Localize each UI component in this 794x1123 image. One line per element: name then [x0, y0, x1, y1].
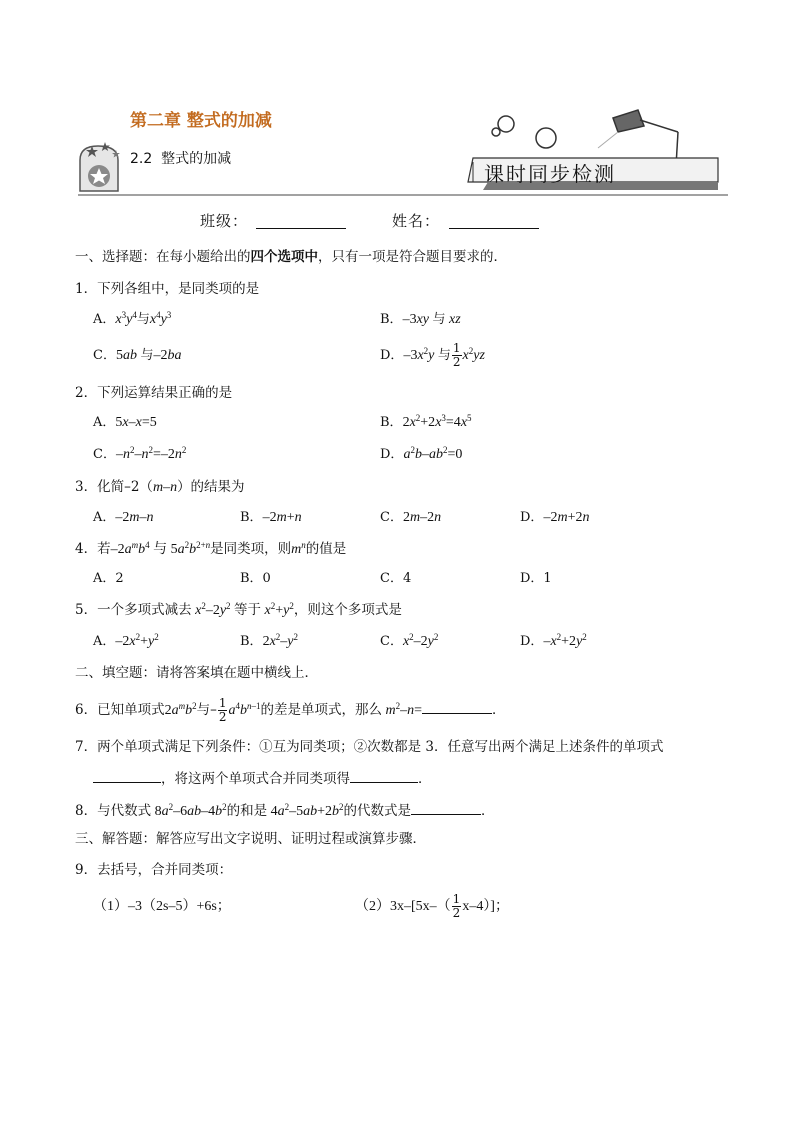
- q9-part2-pre: （2）3x–[5x–（: [355, 899, 451, 914]
- q6-answer-blank[interactable]: [422, 699, 492, 714]
- q7-blank-result[interactable]: [350, 768, 418, 783]
- section1-bold: 四个选项中: [250, 249, 318, 265]
- star-badge-icon: [80, 142, 120, 191]
- q6-stem-mid2: 的差是单项式，那么: [260, 702, 382, 718]
- q6-stem-end: ．: [492, 702, 506, 718]
- q4-option-b[interactable]: B．0: [240, 571, 271, 586]
- q5-stem-post: ，则这个多项式是: [293, 602, 402, 618]
- q1-a-prefix: A．: [93, 312, 116, 327]
- section1-post: ，只有一项是符合题目要求的．: [318, 249, 507, 265]
- q4-option-d[interactable]: D．1: [520, 571, 552, 586]
- q6-stem: 6．已知单项式$2a^mb^2$与– $\frac{1}{2}$ $a^4b^{n-1}$的差是单项式，那么 $m^2-n=$ ．: [75, 696, 506, 724]
- q2-option-a[interactable]: A．5x–x=5: [93, 415, 157, 430]
- q6-stem-mid1: 与–: [196, 702, 217, 718]
- q2-option-d[interactable]: D．$a^2b-ab^2=0$: [380, 445, 463, 462]
- q2-stem: 2．下列运算结果正确的是: [75, 385, 233, 401]
- q1-option-a[interactable]: A．$x^3y^4$与$x^4y^3$: [93, 310, 172, 327]
- q1-option-c[interactable]: C．5ab 与–2ba: [93, 348, 182, 363]
- q1-option-d[interactable]: D．$-3x^2y$ 与 $\frac{1}{2}$ $x^2yz$: [380, 341, 485, 369]
- section-heading-solve: 三、解答题：解答应写出文字说明、证明过程或演算步骤．: [75, 831, 426, 847]
- q6-fraction: $\frac{1}{2}$: [218, 696, 227, 724]
- section-heading-fill: 二、填空题：请将答案填在题中横线上．: [75, 665, 318, 681]
- q1-d-prefix: D．: [380, 348, 404, 363]
- section-name: 整式的加减: [161, 151, 232, 167]
- q9-part2-post: x–4）]；: [462, 899, 509, 914]
- section1-pre: 一、选择题：在每小题给出的: [75, 249, 251, 265]
- q2-option-c[interactable]: C．$-n^2-n^2=-2n^2$: [93, 445, 187, 462]
- q4-stem-post: 的值是: [305, 541, 347, 557]
- q1-c-prefix: C．: [93, 348, 116, 363]
- class-blank[interactable]: [256, 214, 346, 229]
- q4-option-c[interactable]: C．4: [380, 571, 412, 586]
- banner-text: 课时同步检测: [484, 162, 616, 186]
- section-heading-choice: [75, 248, 507, 266]
- q7-line2-end: ．: [418, 771, 432, 787]
- name-blank[interactable]: [449, 214, 539, 229]
- q9-part2: [355, 888, 509, 926]
- q7-line2-mid: ，将这两个单项式合并同类项得: [161, 771, 350, 787]
- q1-option-b[interactable]: B．–3xy 与 xz: [380, 312, 461, 327]
- q1-d-and: 与: [437, 348, 451, 363]
- q3-option-c[interactable]: C．2m–2n: [380, 510, 442, 525]
- q7-line2: [93, 768, 432, 788]
- q1-c-and: 与: [140, 348, 154, 363]
- q5-stem: 5．一个多项式减去 $x^2-2y^2$ 等于 $x^2+y^2$，则这个多项式是: [75, 601, 402, 618]
- q1-b-and: 与: [432, 312, 446, 327]
- q4-stem-pre: 4．若: [75, 541, 111, 557]
- q4-stem: 4．若$-2a^mb^4$ 与 $5a^2b^{2+n}$是同类项，则$m^n$的值是: [75, 540, 347, 557]
- section-title: [130, 148, 231, 168]
- q9-part1: （1）–3（2s–5）+6s；: [93, 899, 231, 914]
- q5-option-a[interactable]: A．$-2x^2+y^2$: [93, 632, 159, 649]
- q8-stem: 8．与代数式 $8a^2-6ab-4b^2$的和是 $4a^2-5ab+2b^2$的代数式是 ．: [75, 802, 495, 819]
- section-number: 2.2: [130, 151, 153, 167]
- q3-stem: 3．化简–2（m–n）的结果为: [75, 479, 245, 495]
- q4-option-a[interactable]: A．2: [93, 571, 124, 586]
- q1-d-frac-den: 2: [452, 355, 461, 369]
- q4-stem-mid: 是同类项，则: [210, 541, 292, 557]
- q8-stem-mid: 的和是: [226, 803, 268, 819]
- chapter-title: 第二章 整式的加减: [130, 111, 272, 131]
- q3-option-d[interactable]: D．–2m+2n: [520, 510, 590, 525]
- q1-a-and: 与: [136, 312, 150, 327]
- class-label: 班级：: [200, 212, 249, 230]
- q3-stem-post: ）的结果为: [177, 479, 245, 495]
- q5-stem-pre: 5．一个多项式减去: [75, 602, 192, 618]
- q5-option-c[interactable]: C．$x^2-2y^2$: [380, 632, 439, 649]
- q7-line1: 7．两个单项式满足下列条件：①互为同类项；②次数都是 3．任意写出两个满足上述条件的单项式: [75, 739, 664, 755]
- name-label: 姓名：: [392, 212, 441, 230]
- q7-blank-monomials[interactable]: [93, 768, 161, 783]
- q3-option-a[interactable]: A．–2m–n: [93, 510, 154, 525]
- q1-b-prefix: B．: [380, 312, 403, 327]
- q3-option-b[interactable]: B．–2m+n: [240, 510, 302, 525]
- q1-d-fraction: [452, 342, 462, 369]
- q3-stem-pre: 3．化简–2（: [75, 479, 153, 495]
- q9-stem: 9．去括号，合并同类项：: [75, 862, 233, 878]
- q5-option-d[interactable]: D．$-x^2+2y^2$: [520, 632, 587, 649]
- q8-stem-post: 的代数式是: [343, 803, 411, 819]
- q1-d-frac-num: 1: [452, 341, 461, 355]
- q8-answer-blank[interactable]: [411, 800, 481, 815]
- q8-stem-pre: 8．与代数式: [75, 803, 152, 819]
- q9-fraction: $\frac{1}{2}$: [452, 892, 461, 920]
- q2-option-b[interactable]: B．$2x^2+2x^3=4x^5$: [380, 413, 472, 430]
- q5-option-b[interactable]: B．$2x^2-y^2$: [240, 632, 298, 649]
- q6-stem-pre: 6．已知单项式: [75, 702, 165, 718]
- q5-stem-mid: 等于: [234, 602, 262, 618]
- q8-stem-end: ．: [481, 803, 495, 819]
- q1-stem: 1．下列各组中，是同类项的是: [75, 281, 260, 297]
